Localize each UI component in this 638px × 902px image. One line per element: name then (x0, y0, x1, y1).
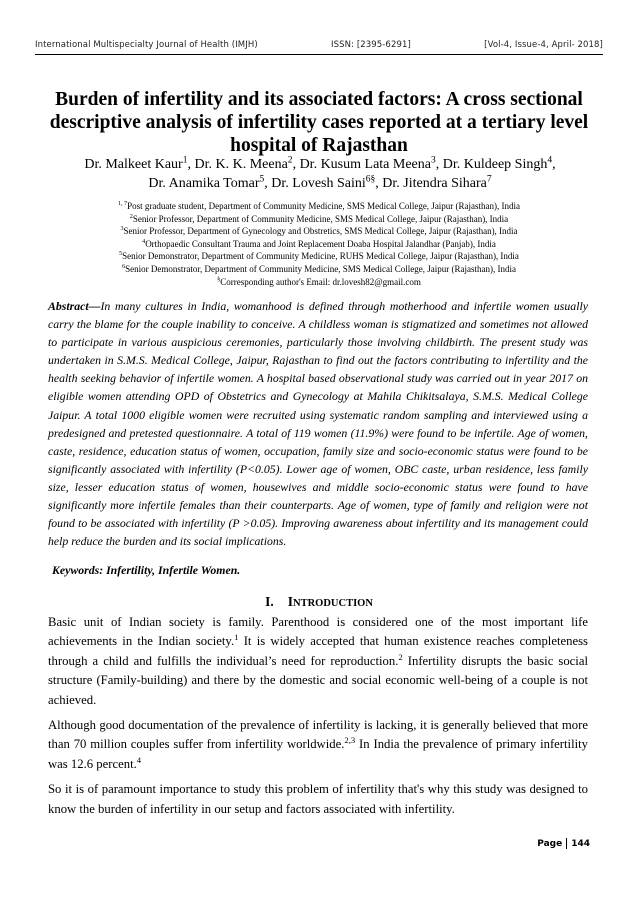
affiliation-mark: 6 (122, 263, 126, 270)
affiliation-mark: 4 (142, 238, 146, 245)
header-rule (35, 54, 603, 55)
body-paragraph (48, 613, 588, 710)
author-separator: , (552, 157, 556, 172)
author-affiliation-mark: 2 (287, 155, 293, 166)
author-name: Dr. Malkeet Kaur (84, 157, 183, 172)
author (271, 176, 382, 191)
page-footer (500, 838, 590, 849)
author (443, 157, 556, 172)
section-title-initial: I (287, 594, 293, 609)
paragraph-text: Infertility disrupts the basic social structure (Family-building) and there by the domestic and social economic well-being of a couple is not achieved. (48, 653, 588, 707)
affiliation (40, 225, 598, 238)
citation-mark: 2 (398, 651, 403, 662)
section-title-rest: NTRODUCTION (292, 598, 373, 609)
section-number: I. (265, 594, 274, 609)
affiliation-text: Orthopaedic Consultant Trauma and Joint Replacement Doaba Hospital Jalandhar (Panjab), India (145, 238, 496, 249)
running-header (35, 40, 603, 50)
affiliation (40, 213, 598, 226)
author-affiliation-mark: 5 (259, 174, 265, 185)
citation-mark: 2,3 (344, 735, 356, 746)
affiliation (40, 276, 598, 289)
affiliation-text: Corresponding author's Email: dr.lovesh82@gmail.com (220, 276, 421, 287)
footer-divider (566, 838, 567, 849)
abstract-label: Abstract (48, 299, 89, 313)
paragraph-text: It is widely accepted that human existence reaches completeness through a child and fulfills the individual’s need for reproduction. (48, 634, 588, 668)
abstract (48, 297, 588, 550)
author (84, 157, 194, 172)
author-name: Dr. Lovesh Saini (271, 176, 366, 191)
author-separator: , (375, 176, 383, 191)
author-separator: , (264, 176, 272, 191)
author (300, 157, 443, 172)
author-separator: , (292, 157, 300, 172)
introduction-body (48, 613, 588, 825)
affiliation-text: Senior Professor, Department of Community Medicine, SMS Medical College, Jaipur (Rajasthan), India (132, 213, 509, 224)
page-number: 144 (571, 839, 590, 849)
author-separator: , (435, 157, 443, 172)
keywords: Keywords: Infertility, Infertile Women. (52, 563, 241, 577)
abstract-text: In many cultures in India, womanhood is defined through motherhood and infertile women usually carry the blame for the couple inability to conceive. A childless woman is stigmatized and sometimes not allowed to participate in various auspicious ceremonies, particularly those involving childbirth. The present study was undertaken in S.M.S. Medical College, Jaipur, Rajasthan to find out the factors contributing to infertility and the health seeking behavior of infertile women. A hospital based observational study was carried out in year 2017 on eligible women attending OPD of Obstetrics and Gynecology at Mahila Chikitsalaya, S.M.S. Medical College Jaipur. A total 1000 eligible women were recruited using systematic random sampling and interviewed using a predesigned and pretested questionnaire. A total of 119 women (11.9%) were found to be infertile. Age of women, caste, residence, education status of women, occupation, family size and socio-economic status were found to be significantly associated with infertility (P<0.05). Lower age of women, OBC caste, urban residence, less family size, lesser education status of women, housewives and middle socio-economic status were found to have significantly more infertile females than their counterparts. Age of women, type of family and religion were not found to be associated with infertility (P >0.05). Improving awareness about infertility and its management could help reduce the burden and its social implications. (48, 299, 588, 549)
author-name: Dr. Anamika Tomar (148, 176, 260, 191)
paragraph-text: Although good documentation of the prevalence of infertility is lacking, it is generally believed that more than 70 million couples suffer from infertility worldwide. (48, 718, 588, 752)
author-list (50, 155, 590, 193)
author-affiliation-mark: 4 (547, 155, 553, 166)
affiliation-list (40, 200, 598, 288)
affiliation-text: Senior Professor, Department of Gynecology and Obstretics, SMS Medical College, Jaipur (Rajasthan), India (123, 226, 518, 237)
affiliation (40, 200, 598, 213)
paragraph-text: Basic unit of Indian society is family. Parenthood is considered one of the most important life achievements in the Indian society. (48, 615, 588, 649)
affiliation-mark: § (217, 276, 221, 283)
author-name: Dr. Kusum Lata Meena (299, 157, 431, 172)
author (148, 176, 271, 191)
volume-issue: [Vol-4, Issue-4, April- 2018] (484, 40, 603, 50)
author-name: Dr. Kuldeep Singh (442, 157, 548, 172)
author-affiliation-mark: 3 (430, 155, 436, 166)
author-affiliation-mark: 6§ (365, 174, 376, 185)
author-affiliation-mark: 1 (182, 155, 188, 166)
affiliation (40, 250, 598, 263)
section-heading (0, 594, 638, 610)
paper-title: Burden of infertility and its associated factors: A cross sectional descriptive analysis of infertility cases reported at a tertiary level hospital of Rajasthan (49, 89, 589, 156)
author (194, 157, 299, 172)
affiliation (40, 238, 598, 251)
affiliation-text: Senior Demonstrator, Department of Community Medicine, SMS Medical College, Jaipur (Rajasthan), India (125, 263, 516, 274)
affiliation-text: Senior Demonstrator, Department of Community Medicine, RUHS Medical College, Jaipur (Rajasthan), India (122, 251, 519, 262)
author-name: Dr. Jitendra Sihara (382, 176, 487, 191)
author-name: Dr. K. K. Meena (194, 157, 288, 172)
affiliation-text: Post graduate student, Department of Community Medicine, SMS Medical College, Jaipur (Rajasthan), India (127, 201, 521, 211)
author-affiliation-mark: 7 (486, 174, 492, 185)
citation-mark: 4 (136, 754, 142, 765)
affiliation-mark: 1, 7 (117, 201, 128, 207)
affiliation-mark: 3 (120, 226, 124, 233)
affiliation-mark: 2 (129, 213, 133, 220)
author (382, 176, 491, 191)
page-label: Page (537, 839, 563, 849)
issn: ISSN: [2395-6291] (331, 40, 411, 50)
author-separator: , (187, 157, 195, 172)
citation-mark: 1 (234, 632, 239, 643)
journal-name: International Multispecialty Journal of Health (IMJH) (35, 40, 258, 50)
affiliation (40, 263, 598, 276)
affiliation-mark: 5 (119, 251, 123, 258)
body-paragraph (48, 780, 588, 819)
paragraph-text: In India the prevalence of primary infertility was 12.6 percent. (48, 737, 588, 771)
paragraph-text: So it is of paramount importance to study this problem of infertility that's why this study was designed to know the burden of infertility in our setup and factors associated with infertility. (48, 782, 588, 816)
body-paragraph (48, 716, 588, 774)
abstract-dash: — (88, 299, 101, 313)
